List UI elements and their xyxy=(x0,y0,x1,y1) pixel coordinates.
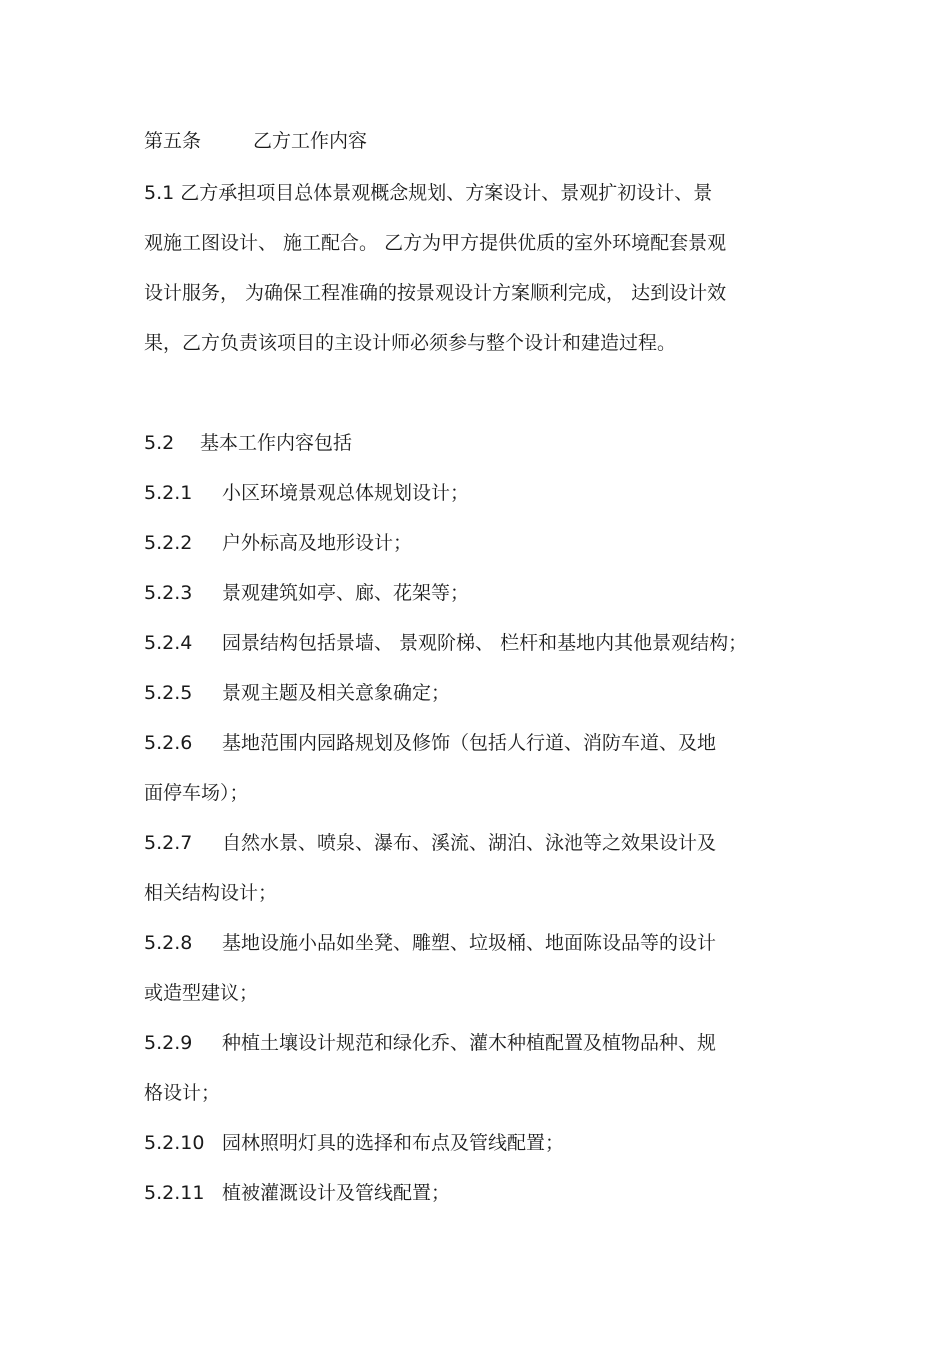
list-item xyxy=(144,680,450,706)
item-number: 5.2.6 xyxy=(144,732,193,754)
item-text: 植被灌溉设计及管线配置； xyxy=(222,1182,451,1204)
item-continuation: 相关结构设计； xyxy=(144,882,278,904)
section-title: 基本工作内容包括 xyxy=(200,432,353,454)
item-number: 5.2.2 xyxy=(144,532,193,554)
item-text: 园林照明灯具的选择和布点及管线配置； xyxy=(222,1132,565,1154)
item-text: 园景结构包括景墙、 景观阶梯、 栏杆和基地内其他景观结构； xyxy=(222,632,748,654)
item-number: 5.2.3 xyxy=(144,582,193,604)
list-item xyxy=(144,1130,564,1156)
list-item xyxy=(144,1180,450,1206)
list-item xyxy=(144,830,716,856)
item-number: 5.2.11 xyxy=(144,1182,205,1204)
item-number: 5.2.5 xyxy=(144,682,193,704)
section-5-1-line-4: 果，乙方负责该项目的主设计师必须参与整个设计和建造过程。 xyxy=(144,332,677,354)
item-text: 基地范围内园路规划及修饰（包括人行道、消防车道、及地 xyxy=(222,732,717,754)
item-number: 5.2.1 xyxy=(144,482,193,504)
item-continuation: 格设计； xyxy=(144,1082,221,1104)
item-number: 5.2.8 xyxy=(144,932,193,954)
article-title: 乙方工作内容 xyxy=(253,130,368,152)
section-5-1-line-3: 设计服务， 为确保工程准确的按景观设计方案顺利完成， 达到设计效 xyxy=(144,282,727,304)
list-item xyxy=(144,480,469,506)
section-5-2-heading xyxy=(144,430,352,456)
item-text: 基地设施小品如坐凳、雕塑、垃圾桶、地面陈设品等的设计 xyxy=(222,932,717,954)
item-text: 自然水景、喷泉、瀑布、溪流、湖泊、泳池等之效果设计及 xyxy=(222,832,717,854)
list-item xyxy=(144,730,716,756)
item-text: 小区环境景观总体规划设计； xyxy=(222,482,470,504)
list-item xyxy=(144,630,747,656)
item-text: 种植土壤设计规范和绿化乔、灌木种植配置及植物品种、规 xyxy=(222,1032,717,1054)
item-text: 景观主题及相关意象确定； xyxy=(222,682,451,704)
item-continuation: 面停车场）； xyxy=(144,782,249,804)
item-continuation: 或造型建议； xyxy=(144,982,259,1004)
list-item xyxy=(144,530,412,556)
section-5-1-line-2: 观施工图设计、 施工配合。 乙方为甲方提供优质的室外环境配套景观 xyxy=(144,232,727,254)
article-label: 第五条 xyxy=(144,130,202,152)
item-text: 户外标高及地形设计； xyxy=(222,532,413,554)
list-item xyxy=(144,580,469,606)
list-item xyxy=(144,930,716,956)
item-number: 5.2.9 xyxy=(144,1032,193,1054)
item-number: 5.2.4 xyxy=(144,632,193,654)
item-number: 5.2.7 xyxy=(144,832,193,854)
article-heading xyxy=(144,128,367,154)
section-number: 5.2 xyxy=(144,432,175,454)
item-number: 5.2.10 xyxy=(144,1132,205,1154)
item-text: 景观建筑如亭、廊、花架等； xyxy=(222,582,470,604)
section-5-1-line-1: 5.1 乙方承担项目总体景观概念规划、方案设计、景观扩初设计、景 xyxy=(144,182,713,204)
list-item xyxy=(144,1030,716,1056)
